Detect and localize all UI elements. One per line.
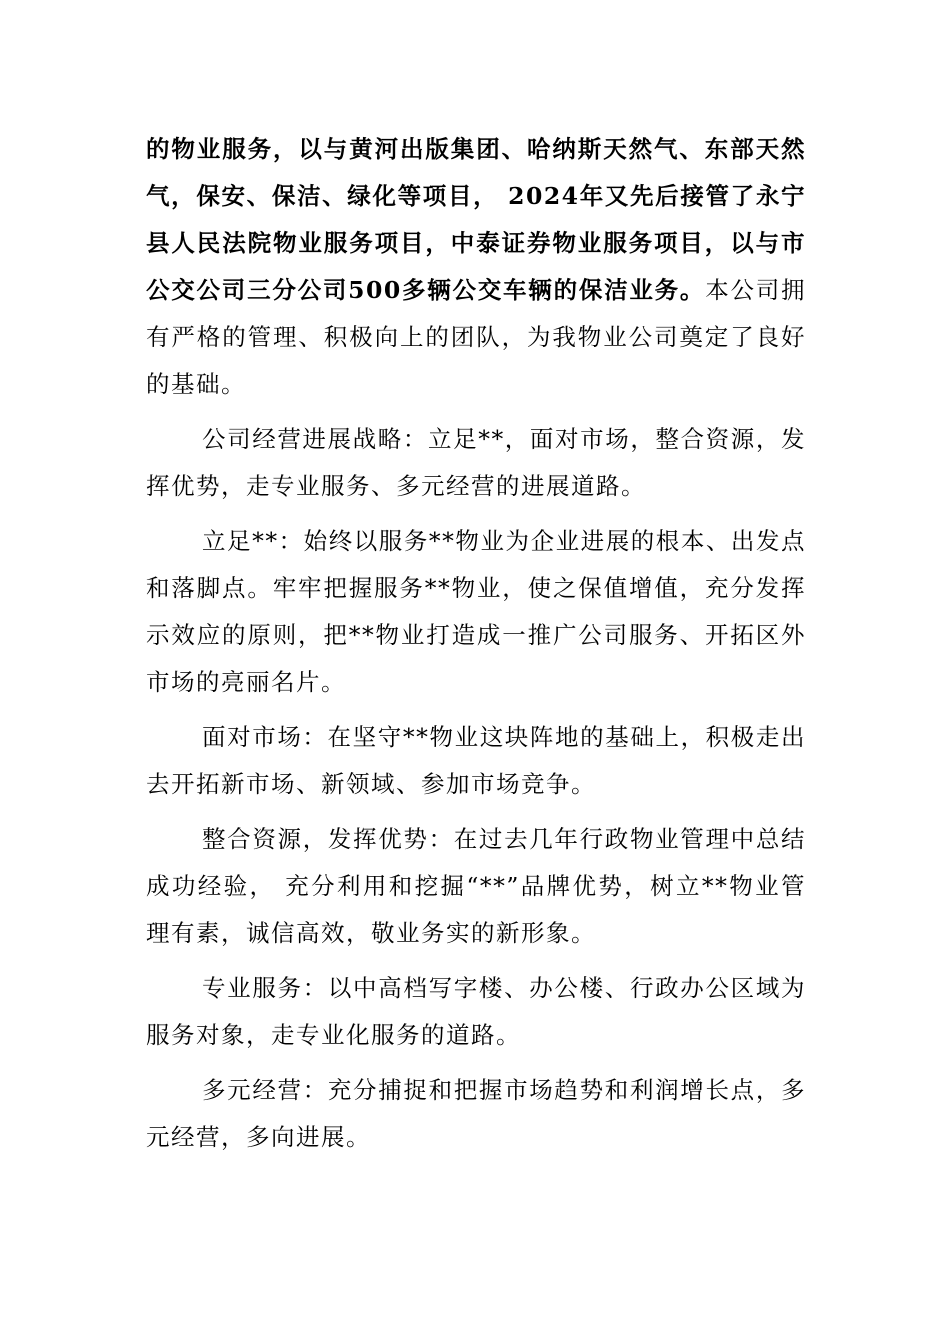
paragraph-resources: 整合资源，发挥优势：在过去几年行政物业管理中总结成功经验， 充分利用和挖掘“**”品牌优势，树立**物业管理有素，诚信高效，敬业务实的新形象。	[146, 825, 806, 947]
bold-text: 的物业服务，以与黄河出版集团、哈纳斯天然气、东部天然气，保安、保洁、绿化等项目， 2024年又先后接管了永宁县人民法院物业服务项目，中泰证券物业服务项目，以与市公交公司三分公司500多辆公交车辆的保洁业务。	[146, 135, 806, 304]
document-page	[146, 126, 806, 1161]
paragraph-continued	[146, 126, 806, 408]
paragraph-strategy: 公司经营进展战略：立足**，面对市场，整合资源，发挥优势，走专业服务、多元经营的进展道路。	[146, 425, 806, 500]
paragraph-text: 本公司拥有严格的管理、积极向上的团队，为我物业公司奠定了良好的基础。	[146, 276, 806, 398]
paragraph-diversified: 多元经营：充分捕捉和把握市场趋势和利润增长点，多元经营，多向进展。	[146, 1076, 806, 1151]
paragraph-foundation: 立足**：始终以服务**物业为企业进展的根本、出发点和落脚点。牢牢把握服务**物业，使之保值增值，充分发挥示效应的原则，把**物业打造成一推广公司服务、开拓区外市场的亮丽名片。	[146, 527, 806, 696]
paragraph-professional-service: 专业服务：以中高档写字楼、办公楼、行政办公区域为服务对象，走专业化服务的道路。	[146, 974, 806, 1049]
paragraph-market: 面对市场：在坚守**物业这块阵地的基础上，积极走出去开拓新市场、新领域、参加市场竞争。	[146, 723, 806, 798]
